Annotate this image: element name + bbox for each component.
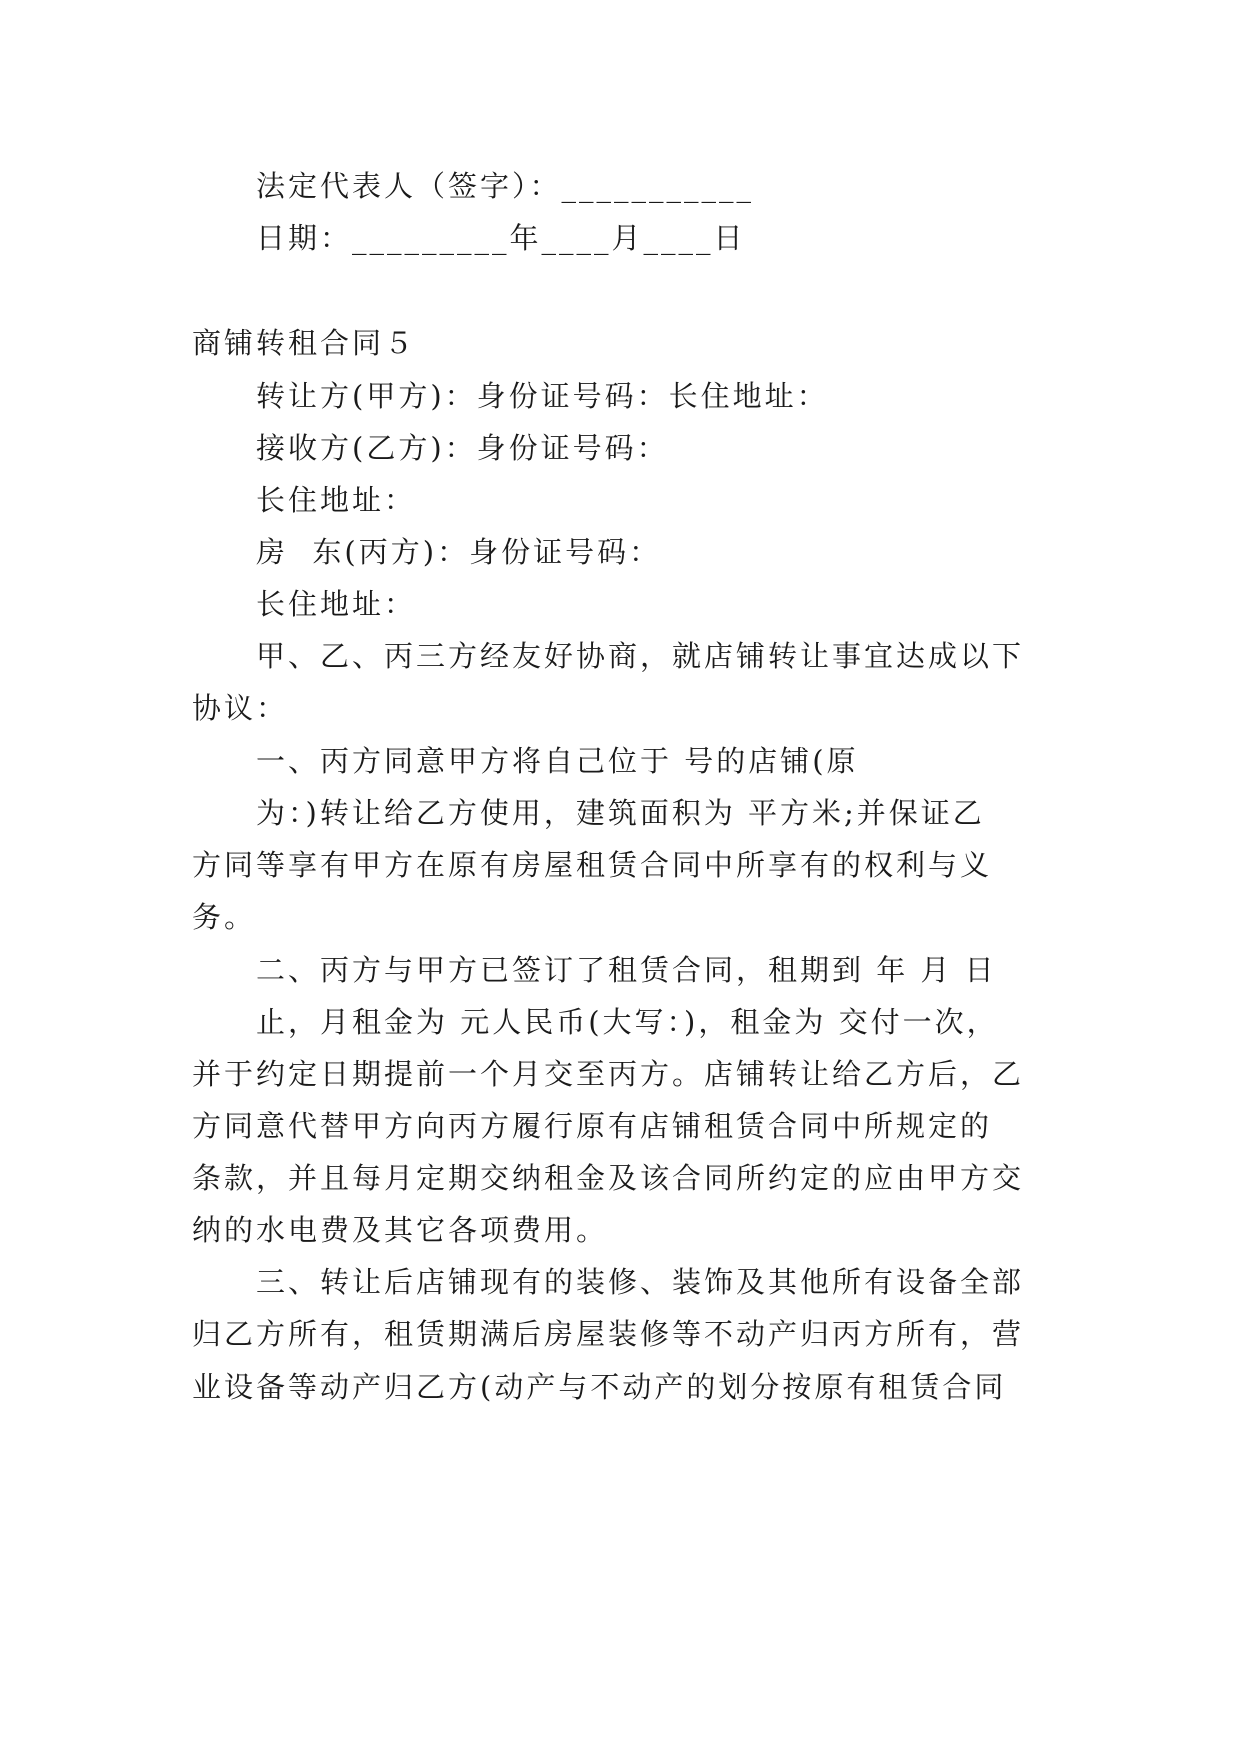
- paragraph-line: 并于约定日期提前一个月交至丙方。店铺转让给乙方后，乙: [192, 1057, 1025, 1091]
- contract-title: 商铺转租合同５: [192, 326, 417, 360]
- paragraph-line: 协议：: [192, 691, 289, 725]
- paragraph-line: 纳的水电费及其它各项费用。: [192, 1213, 609, 1247]
- party-a-line: 转让方(甲方)：身份证号码：长住地址：: [256, 379, 829, 413]
- paragraph-line: 一、丙方同意甲方将自己位于 号的店铺(原: [256, 744, 859, 778]
- paragraph-line: 方同意代替甲方向丙方履行原有店铺租赁合同中所规定的: [192, 1109, 993, 1143]
- party-c-address-line: 长住地址：: [256, 587, 417, 621]
- party-c-line: 房 东(丙方)：身份证号码：: [256, 535, 662, 569]
- paragraph-line: 为：)转让给乙方使用，建筑面积为 平方米;并保证乙: [256, 796, 985, 830]
- paragraph-line: 务。: [192, 900, 257, 934]
- legal-representative-signature-line: 法定代表人（签字）：___________: [256, 169, 755, 203]
- paragraph-line: 归乙方所有，租赁期满后房屋装修等不动产归丙方所有，营: [192, 1317, 1025, 1351]
- paragraph-line: 甲、乙、丙三方经友好协商，就店铺转让事宜达成以下: [256, 639, 1025, 673]
- party-b-line: 接收方(乙方)：身份证号码：: [256, 431, 669, 465]
- party-b-address-line: 长住地址：: [256, 483, 417, 517]
- paragraph-line: 业设备等动产归乙方(动产与不动产的划分按原有租赁合同: [192, 1370, 1007, 1404]
- paragraph-line: 条款，并且每月定期交纳租金及该合同所约定的应由甲方交: [192, 1161, 1025, 1195]
- date-line: 日期：_________年____月____日: [256, 221, 746, 255]
- paragraph-line: 止，月租金为 元人民币(大写：)，租金为 交付一次，: [256, 1005, 999, 1039]
- paragraph-line: 二、丙方与甲方已签订了租赁合同，租期到 年 月 日: [256, 953, 997, 987]
- paragraph-line: 三、转让后店铺现有的装修、装饰及其他所有设备全部: [256, 1265, 1025, 1299]
- paragraph-line: 方同等享有甲方在原有房屋租赁合同中所享有的权利与义: [192, 848, 993, 882]
